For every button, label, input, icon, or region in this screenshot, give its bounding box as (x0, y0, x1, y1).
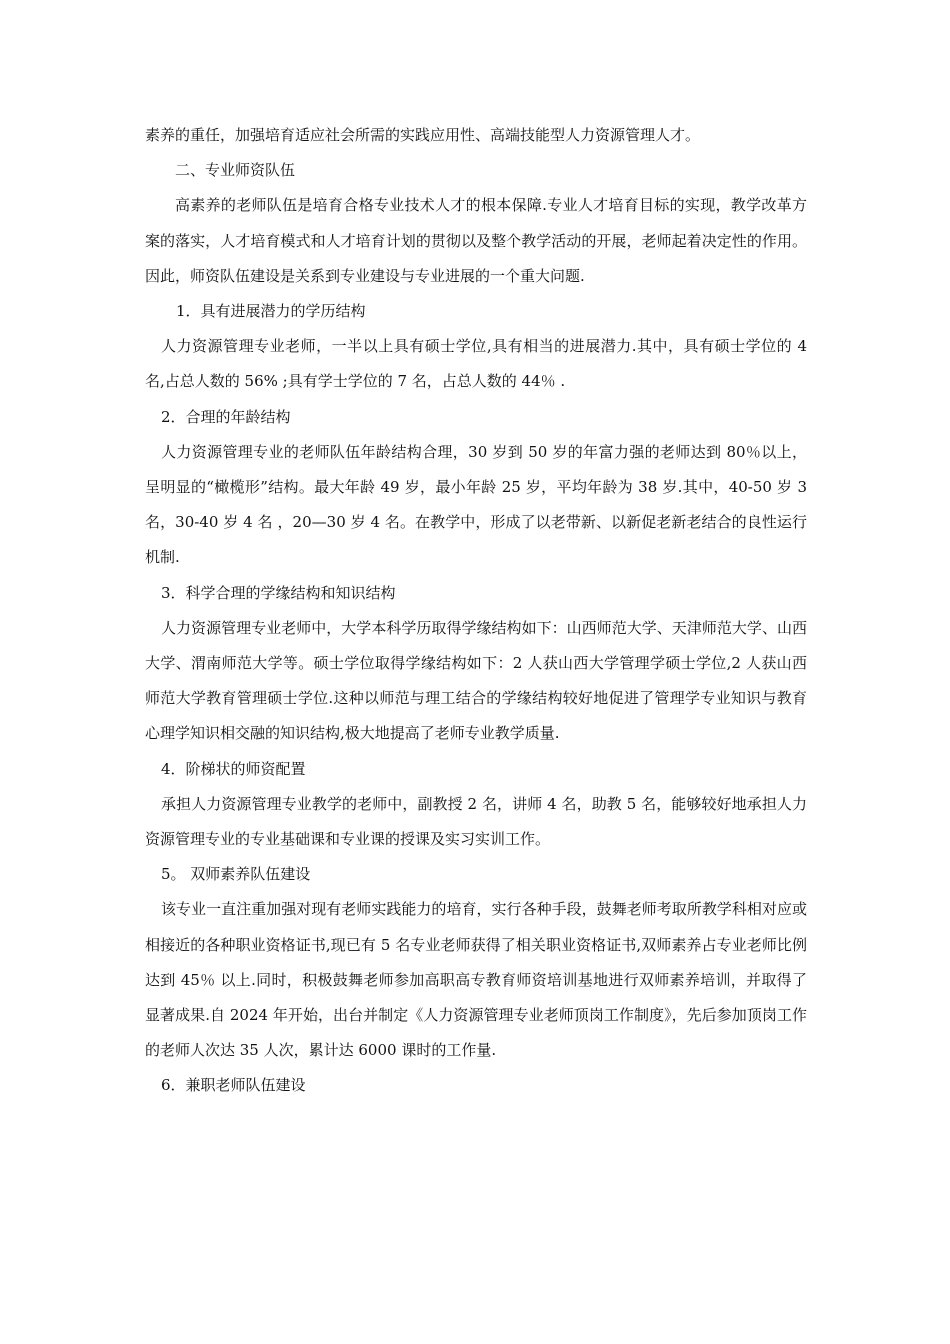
section-heading-faculty: 二、专业师资队伍 (175, 161, 296, 180)
paragraph-age-structure: 人力资源管理专业的老师队伍年龄结构合理，30 岁到 50 岁的年富力强的老师达到 80％以上，呈明显的“橄榄形”结构。最大年龄 49 岁，最小年龄 25 岁，平均年龄为 38 岁.其中，40-50 岁 3 名，30-40 岁 4 名 ，20—30 岁 4 名。在教学中，形成了以老带新、以新促老新老结合的良性运行机制. (145, 442, 807, 567)
paragraph-education-structure: 人力资源管理专业老师，一半以上具有硕士学位,具有相当的进展潜力.其中，具有硕士学位的 4 名,占总人数的 56% ;具有学士学位的 7 名，占总人数的 44％ . (145, 337, 807, 391)
paragraph-intro: 高素养的老师队伍是培育合格专业技术人才的根本保障.专业人才培育目标的实现，教学改革方案的落实，人才培育模式和人才培育计划的贯彻以及整个教学活动的开展，老师起着决定性的作用。因此，师资队伍建设是关系到专业建设与专业进展的一个重大问题. (145, 196, 807, 285)
paragraph-staff-allocation: 承担人力资源管理专业教学的老师中，副教授 2 名，讲师 4 名，助教 5 名，能够较好地承担人力资源管理专业的专业基础课和专业课的授课及实习实训工作。 (145, 794, 807, 849)
subheading-academic-background: 3．科学合理的学缘结构和知识结构 (161, 583, 396, 602)
subheading-staff-allocation: 4．阶梯状的师资配置 (161, 759, 306, 778)
paragraph-dual-qualified: 该专业一直注重加强对现有老师实践能力的培育，实行各种手段，鼓舞老师考取所教学科相对应或相接近的各种职业资格证书,现已有 5 名专业老师获得了相关职业资格证书,双师素养占专业老师比例达到 45％ 以上.同时，积极鼓舞老师参加高职高专教育师资培训基地进行双师素养培训，并取得了显著成果.自 2024 年开始，出台并制定《人力资源管理专业老师顶岗工作制度》，先后参加顶岗工作的老师人次达 35 人次，累计达 6000 课时的工作量. (145, 900, 807, 1060)
paragraph-continuation: 素养的重任，加强培育适应社会所需的实践应用性、高端技能型人力资源管理人才。 (145, 126, 701, 144)
subheading-part-time-staff: 6．兼职老师队伍建设 (161, 1076, 306, 1095)
subheading-age-structure: 2．合理的年龄结构 (161, 407, 291, 426)
subheading-education-structure: 1．具有进展潜力的学历结构 (176, 302, 366, 321)
document-body (145, 118, 807, 1104)
paragraph-academic-background: 人力资源管理专业老师中，大学本科学历取得学缘结构如下：山西师范大学、天津师范大学、山西大学、渭南师范大学等。硕士学位取得学缘结构如下：2 人获山西大学管理学硕士学位,2 人获山西师范大学教育管理硕士学位.这种以师范与理工结合的学缘结构较好地促进了管理学专业知识与教育心理学知识相交融的知识结构,极大地提高了老师专业教学质量. (145, 618, 807, 743)
subheading-dual-qualified: 5。 双师素养队伍建设 (161, 865, 311, 884)
